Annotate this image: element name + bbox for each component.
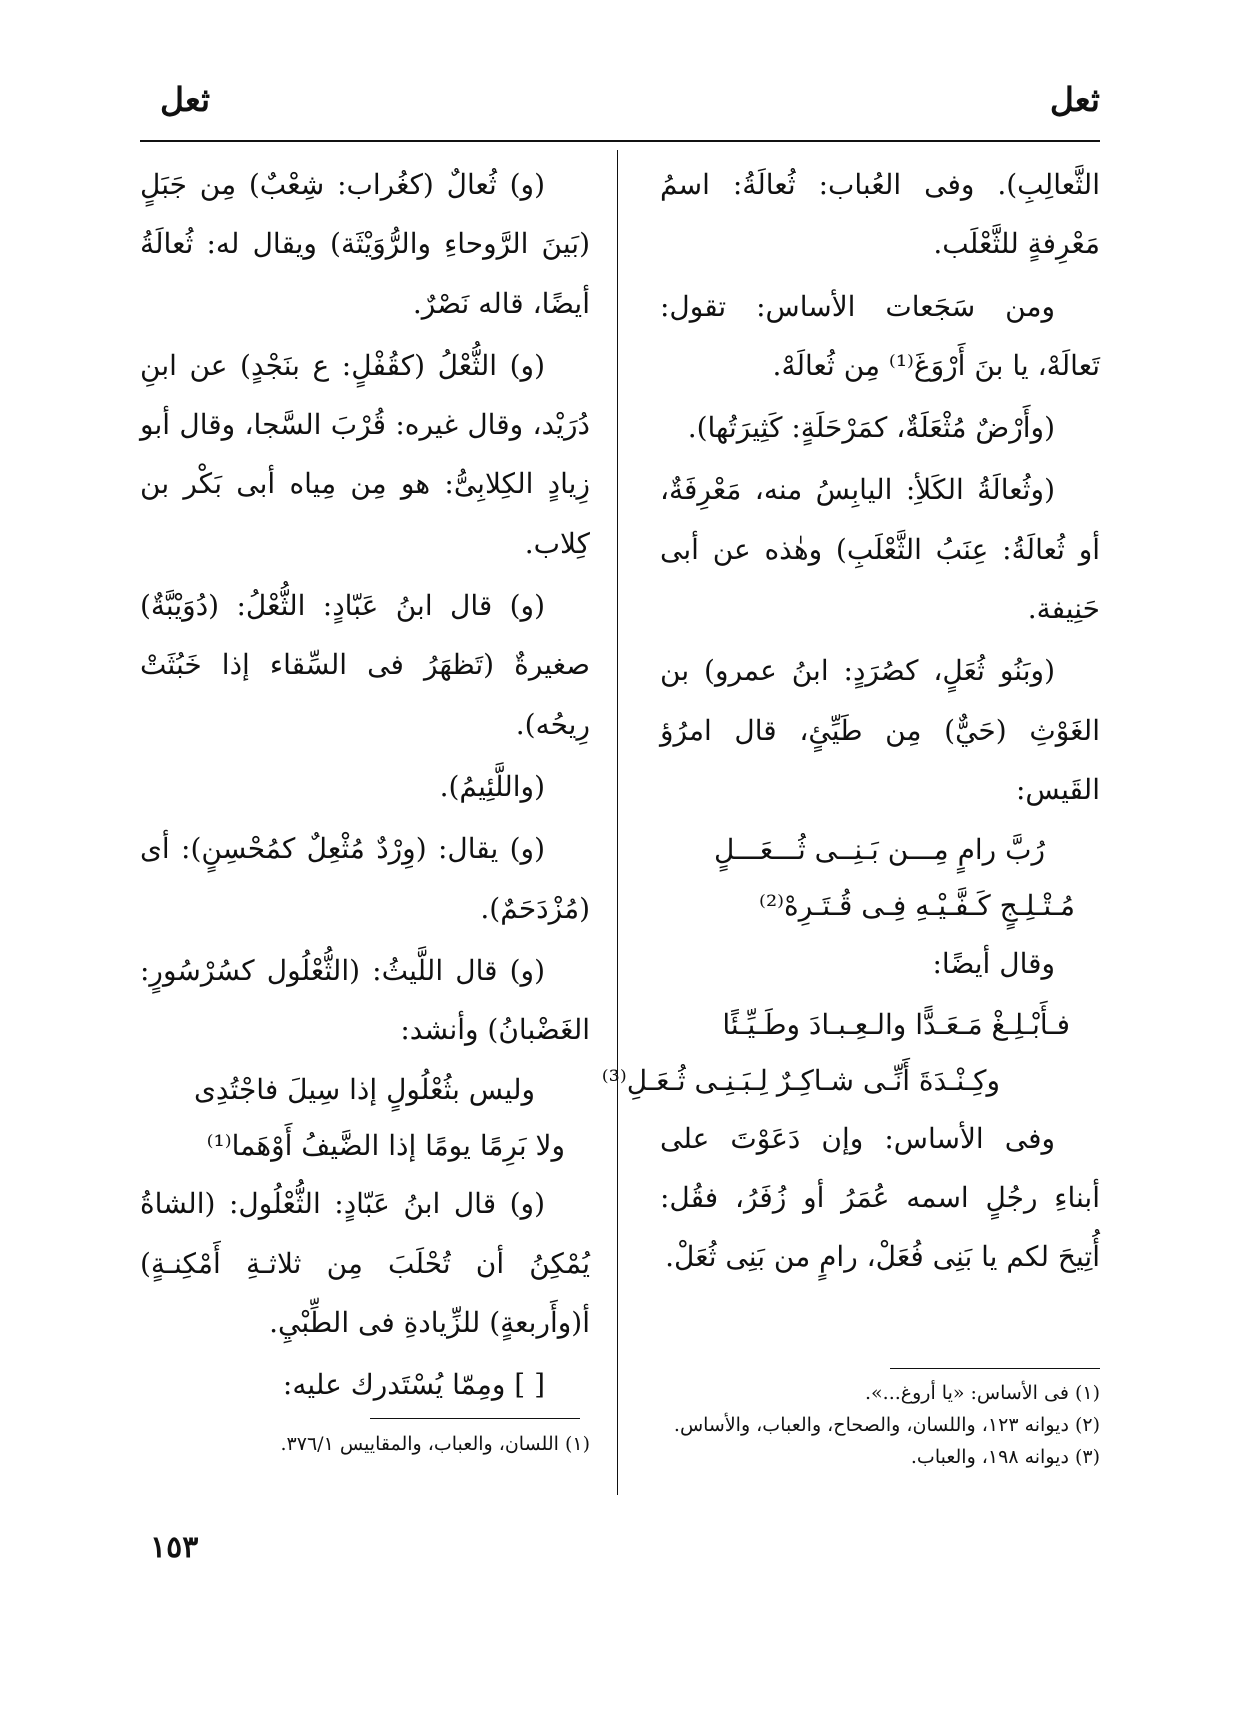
entry-paragraph: (وأَرْضٌ مُثْعَلَةٌ، كمَرْحَلَةٍ: كَثِيرَتُها). (687, 411, 1055, 445)
footnote-rule-right (890, 1368, 1100, 1369)
poetry-verse (140, 1062, 590, 1174)
poetry-verse (601, 997, 1100, 1109)
entry-paragraph: [ ] ومِمّا يُسْتَدرك عليه: (282, 1368, 545, 1402)
entry-paragraph: (و) الثُّعْلُ (كقُفْلٍ: ع بنَجْدٍ) عن ابنِ دُرَيْد، وقال غيره: قُرْبَ السَّجا، وقال أبو زِيادٍ الكِلابِىُّ: هو مِن مِياه أبى بَكْر بن كِلاب. (140, 348, 590, 560)
running-head-right: ثعل (1049, 80, 1100, 119)
column-divider (617, 150, 618, 1495)
poetry-verse (660, 822, 1100, 934)
verse-first-hemistich: فـأَبْـلِـغْ مَـعَـدًّا والـعِـبـادَ وطَـيِّـئًا (722, 1007, 1070, 1041)
entry-paragraph: وفى الأساس: وإن دَعَوْتَ على أبناءِ رجُلٍ اسمه عُمَرُ أو زُفَرُ، فقُل: أُتِيحَ لكم يا بَنِى فُعَلْ، رامٍ من بَنِى ثُعَلْ. (660, 1121, 1100, 1274)
footnotes-left (140, 1428, 590, 1460)
verse-first-hemistich: رُبَّ رامٍ مِـــن بَـنِــى ثُـــعَـــلٍ (714, 833, 1045, 867)
header-rule (140, 140, 1100, 142)
entry-paragraph: (و) يقال: (وِرْدٌ مُثْعِلٌ كمُحْسِنٍ): أى (مُزْدَحَمٌ). (140, 832, 590, 925)
entry-paragraph: الثَّعالِبِ). وفى العُباب: ثُعالَةُ: اسمُ مَعْرِفةٍ للثَّعْلَب. (660, 168, 1100, 261)
right-column (601, 155, 1100, 1289)
entry-paragraph: (وثُعالَةُ الكَلأِ: اليابِسُ منه، مَعْرِفَةٌ، أو ثُعالَةُ: عِنَبُ الثَّعْلَبِ) وهٰذه عن أبى حَنِيفة. (660, 473, 1100, 626)
verse-first-hemistich: وليس بثُعْلُولٍ إذا سِيلَ فاجْتُدِى (193, 1073, 535, 1107)
footnote: (٢) ديوانه ١٢٣، واللسان، والصحاح، والعباب، والأساس. (673, 1414, 1100, 1436)
footnote: (٣) ديوانه ١٩٨، والعباب. (910, 1446, 1100, 1468)
verse-second-hemistich: مُـتْـلِـجٍ كَـفَّـيْـهِ فِـى قُـتَـرِهْ⁽²⁾ (759, 889, 1075, 923)
entry-paragraph: وقال أيضًا: (932, 947, 1055, 981)
footnote-rule-left (370, 1418, 580, 1419)
running-head-left: ثعل (160, 80, 211, 119)
page-number: ١٥٣ (150, 1530, 199, 1565)
entry-paragraph: (و) قال ابنُ عَبّادٍ: الثُّعْلُول: (الشاةُ يُمْكِنُ أن تُحْلَبَ مِن ثلاثـةِ أَمْكِنـةٍ) أ(وأَربعةٍ) للزِّيادةِ فى الطِّبْيِ. (140, 1187, 590, 1340)
left-column (140, 155, 590, 1418)
entry-paragraph: (و) ثُعالٌ (كغُراب: شِعْبٌ) مِن جَبَلٍ (بَينَ الرَّوحاءِ والرُّوَيْثَة) ويقال له: ثُعالَةُ أيضًا، قاله نَصْرٌ. (140, 168, 590, 320)
footnote: (١) اللسان، والعباب، والمقاييس ٣٧٦/١. (280, 1433, 590, 1455)
footnotes-right (660, 1377, 1100, 1473)
entry-paragraph: ومن سَجَعات الأساس: تقول: تَعالَهْ، يا بنَ أَرْوَغَ⁽¹⁾ مِن ثُعالَهْ. (660, 289, 1100, 382)
entry-paragraph: (و) قال ابنُ عَبّادٍ: الثُّعْلُ: (دُوَيْبَّةٌ) صغيرةٌ (تَظهَرُ فى السِّقاء إذا خَبُثَتْ رِيحُه). (140, 589, 590, 741)
verse-second-hemistich: وكِـنْـدَةَ أَنِّـى شـاكِـرٌ لِـبَـنِـى ثُـعَـلِ⁽³⁾ (601, 1063, 1000, 1097)
entry-paragraph: (واللَّئِيمُ). (439, 769, 545, 803)
entry-paragraph: (و) قال اللَّيثُ: (الثُّعْلُول كسُرْسُورٍ: الغَضْبانُ) وأنشد: (140, 953, 590, 1047)
verse-second-hemistich: ولا بَرِمًا يومًا إذا الضَّيفُ أَوْهَما⁽¹⁾ (206, 1129, 565, 1163)
entry-paragraph: (وبَنُو ثُعَلٍ، كصُرَدٍ: ابنُ عمرو) بن الغَوْثِ (حَيٌّ) مِن طَيِّئٍ، قال امرُؤ القَيس: (660, 654, 1100, 806)
footnote: (١) فى الأساس: «يا أروغ...». (865, 1382, 1100, 1404)
